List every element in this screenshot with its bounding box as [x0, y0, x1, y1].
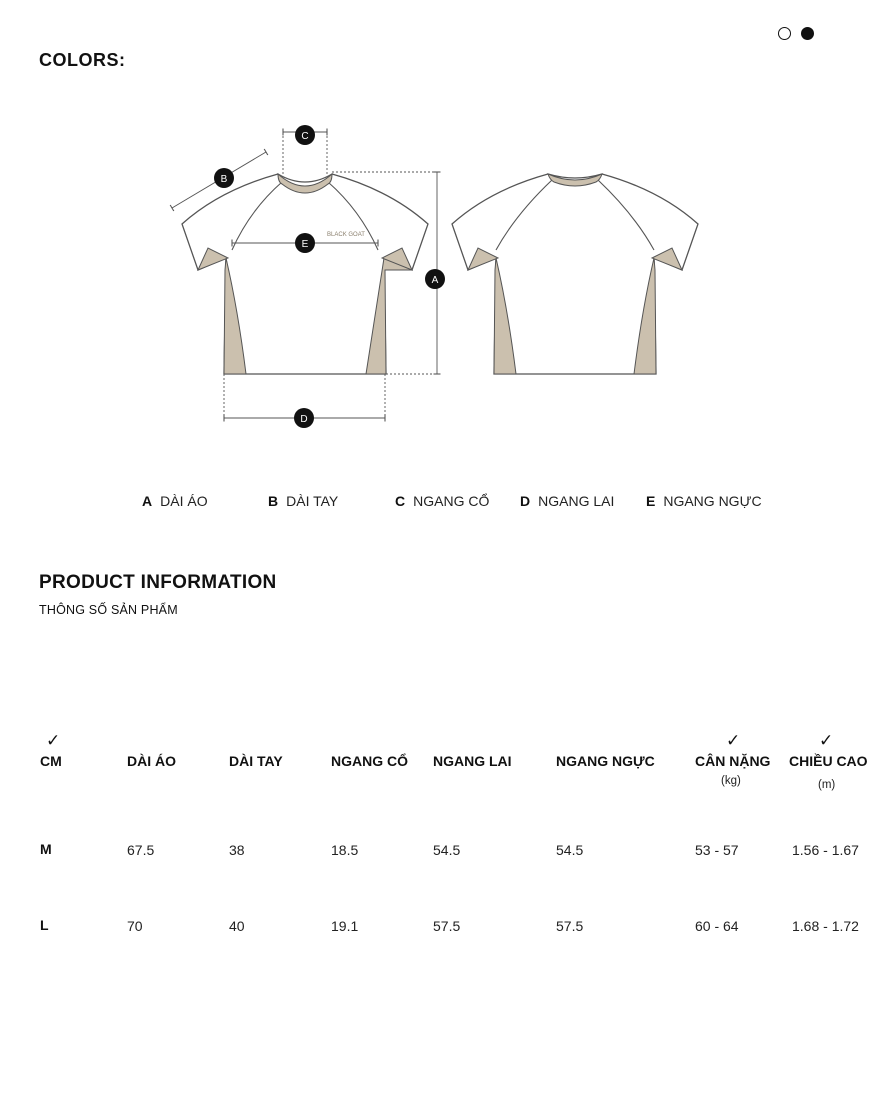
- table-header: DÀI TAY: [229, 753, 283, 769]
- colors-heading: COLORS:: [39, 50, 126, 70]
- legend-item-d: [520, 493, 614, 509]
- legend-code: B: [268, 493, 279, 509]
- svg-text:E: E: [301, 239, 309, 250]
- front-body: [182, 174, 428, 374]
- marker-b: [214, 168, 234, 188]
- table-cell: 67.5: [127, 842, 155, 858]
- table-cell: 54.5: [556, 842, 584, 858]
- back-view: [452, 174, 698, 374]
- table-header: CÂN NẶNG: [695, 753, 771, 769]
- product-info-title: PRODUCT INFORMATION: [39, 572, 277, 593]
- table-header: DÀI ÁO: [127, 753, 176, 769]
- table-cell: 1.56 - 1.67: [792, 842, 859, 858]
- back-body: [452, 174, 698, 374]
- chest-logo: BLACK GOAT: [327, 232, 365, 238]
- size-cell: L: [40, 917, 49, 933]
- svg-text:D: D: [300, 414, 308, 425]
- swatch-white[interactable]: [778, 27, 791, 40]
- unit-weight: (kg): [721, 775, 741, 787]
- tshirt-size-diagram: [0, 110, 883, 440]
- table-cell: 57.5: [433, 918, 461, 934]
- size-cell: M: [40, 841, 52, 857]
- check-icon: ✓: [46, 731, 61, 750]
- table-header: CM: [40, 753, 62, 769]
- unit-height: (m): [818, 779, 836, 791]
- table-cell: 53 - 57: [695, 842, 739, 858]
- product-info-subtitle: THÔNG SỐ SẢN PHẨM: [39, 603, 178, 617]
- table-header: NGANG NGỰC: [556, 753, 655, 769]
- table-header: CHIỀU CAO: [789, 753, 868, 769]
- table-cell: 19.1: [331, 918, 359, 934]
- legend-code: E: [646, 493, 656, 509]
- table-cell: 60 - 64: [695, 918, 739, 934]
- svg-text:A: A: [431, 275, 439, 286]
- color-swatches: [778, 27, 814, 40]
- table-cell: 38: [229, 842, 245, 858]
- legend-code: D: [520, 493, 531, 509]
- svg-text:C: C: [301, 131, 309, 142]
- table-cell: 1.68 - 1.72: [792, 918, 859, 934]
- legend-text: NGANG CỔ: [413, 493, 490, 509]
- legend-text: DÀI ÁO: [160, 493, 208, 509]
- legend-text: DÀI TAY: [286, 493, 339, 509]
- legend-text: NGANG NGỰC: [663, 493, 762, 509]
- table-cell: 70: [127, 918, 143, 934]
- check-icon: ✓: [726, 731, 741, 750]
- legend-text: NGANG LAI: [538, 493, 615, 509]
- legend-item-c: [395, 493, 489, 509]
- table-cell: 54.5: [433, 842, 461, 858]
- marker-e: [295, 233, 315, 253]
- marker-a: [425, 269, 445, 289]
- legend-code: C: [395, 493, 406, 509]
- table-cell: 57.5: [556, 918, 584, 934]
- marker-d: [294, 408, 314, 428]
- marker-c: [295, 125, 315, 145]
- table-header: NGANG LAI: [433, 753, 512, 769]
- check-icon: ✓: [819, 731, 834, 750]
- legend-item-b: [268, 493, 338, 509]
- swatch-black[interactable]: [801, 27, 814, 40]
- table-header: NGANG CỔ: [331, 753, 408, 769]
- legend-item-e: [646, 493, 762, 509]
- table-cell: 18.5: [331, 842, 359, 858]
- front-view: [182, 174, 428, 374]
- svg-text:B: B: [220, 174, 228, 185]
- legend-code: A: [142, 493, 153, 509]
- table-cell: 40: [229, 918, 245, 934]
- legend-item-a: [142, 493, 208, 509]
